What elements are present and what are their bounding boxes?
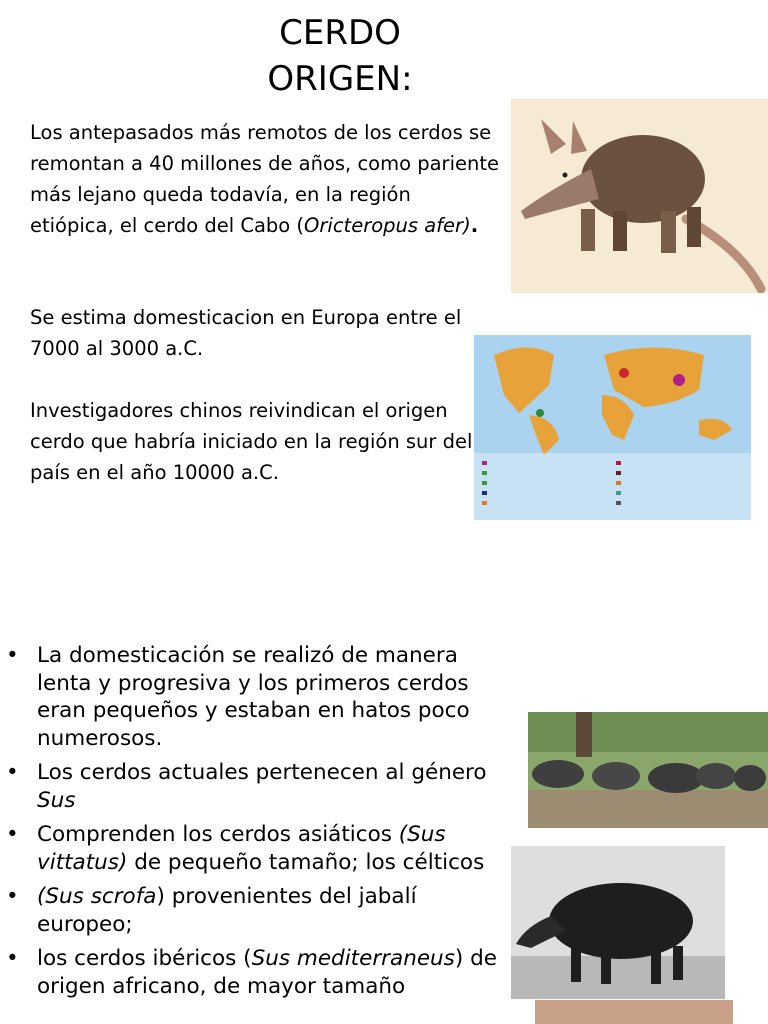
title-line-2: ORIGEN: [267, 59, 413, 99]
list-item: • los cerdos ibéricos (Sus mediterraneus) de origen africano, de mayor tamaño [6, 946, 497, 999]
paragraph-origin [30, 117, 500, 241]
bullet-marker: • [6, 643, 19, 668]
list-item: • (Sus scrofa) provenientes del jabalí europeo; [6, 884, 417, 937]
wild-boar-image [511, 846, 725, 999]
slide-title [190, 10, 490, 102]
bullet-marker: • [6, 884, 19, 909]
bullet-marker: • [6, 822, 19, 847]
paragraph-china: Investigadores chinos reivindican el origen cerdo que habría iniciado en la región sur del país en el año 10000 a.C. [30, 399, 473, 484]
species-name: Oricteropus afer) [304, 214, 471, 237]
bullet-marker: • [6, 760, 19, 785]
paragraph-origin-text: Los antepasados más remotos de los cerdos se remontan a 40 millones de años, como pariente más lejano queda todavía, en la región etiópica, el cerdo del Cabo ( [30, 121, 499, 237]
title-line-1: CERDO [279, 13, 401, 53]
bullet-list [0, 642, 505, 1007]
partial-pig-image [535, 1000, 733, 1024]
list-item: • Comprenden los cerdos asiáticos (Sus vittatus) de pequeño tamaño; los célticos [6, 822, 485, 875]
bullet-marker: • [6, 946, 19, 971]
aardvark-image [511, 99, 768, 293]
list-item: • La domesticación se realizó de manera lenta y progresiva y los primeros cerdos eran pequeños y estaban en hatos poco numerosos. [6, 643, 470, 751]
list-item: • Los cerdos actuales pertenecen al género Sus [6, 760, 487, 813]
paragraph-origin-end: . [470, 214, 479, 237]
pig-herd-image [528, 712, 768, 828]
world-map-image [474, 335, 751, 520]
paragraph-europe: Se estima domesticacion en Europa entre el 7000 al 3000 a.C. [30, 306, 462, 360]
